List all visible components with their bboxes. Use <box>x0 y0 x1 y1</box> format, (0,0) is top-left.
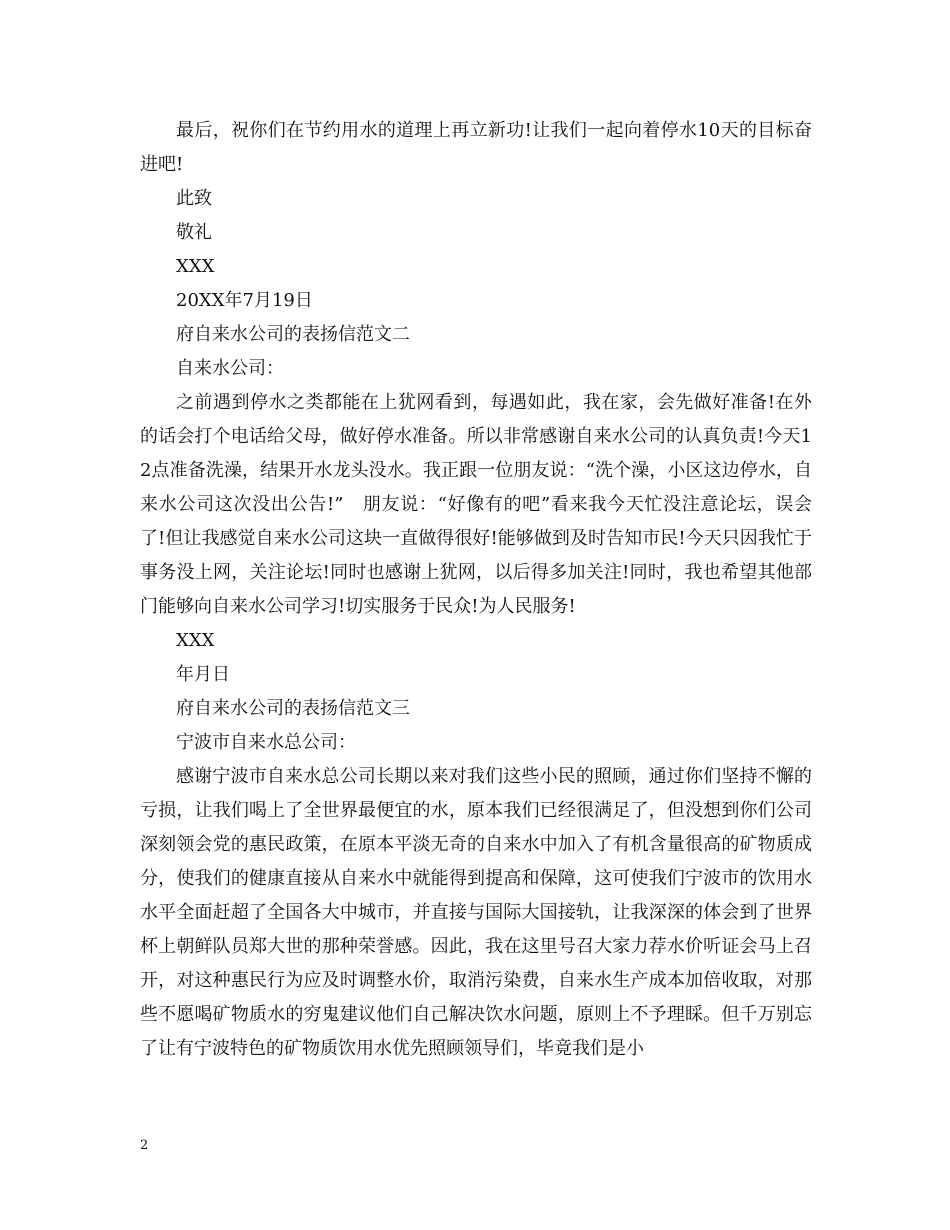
signature-date-two: 年月日 <box>176 664 230 685</box>
section-title-three: 府自来水公司的表扬信范文三 <box>176 698 410 719</box>
letter-body-two: 之前遇到停水之类都能在上犹网看到，每遇如此，我在家，会先做好准备!在外的话会打个电话给父母，做好停水准备。所以非常感谢自来水公司的认真负责!今天12点准备洗澡，结果开水龙头没水。我正跟一位朋友说：“洗个澡，小区这边停水，自来水公司这次没出公告!” 朋友说：“好像有的吧”看来我今天忙没注意论坛，误会了!但让我感觉自来水公司这块一直做得很好!能够做到及时告知市民!今天只因我忙于事务没上网，关注论坛!同时也感谢上犹网，以后得多加关注!同时，我也希望其他部门能够向自来水公司学习!切实服务于民众!为人民服务! <box>140 392 812 617</box>
letter-recipient-two: 自来水公司： <box>176 358 284 379</box>
signature-name: XXX <box>176 256 215 277</box>
signature-name-two: XXX <box>176 630 215 651</box>
letter-recipient-three: 宁波市自来水总公司： <box>176 732 356 753</box>
salutation-ci-zhi: 此致 <box>176 188 212 209</box>
section-title-two: 府自来水公司的表扬信范文二 <box>176 324 410 345</box>
signature-date: 20XX年7月19日 <box>176 290 313 311</box>
document-body <box>140 114 812 1066</box>
page-number: 2 <box>140 1138 149 1153</box>
salutation-jing-li: 敬礼 <box>176 222 212 243</box>
closing-wish-paragraph: 最后，祝你们在节约用水的道理上再立新功!让我们一起向着停水10天的目标奋进吧! <box>140 120 812 175</box>
letter-body-three: 感谢宁波市自来水总公司长期以来对我们这些小民的照顾，通过你们坚持不懈的亏损，让我们喝上了全世界最便宜的水，原本我们已经很满足了，但没想到你们公司深刻领会党的惠民政策，在原本平淡无奇的自来水中加入了有机含量很高的矿物质成分，使我们的健康直接从自来水中就能得到提高和保障，这可使我们宁波市的饮用水水平全面赶超了全国各大中城市，并直接与国际大国接轨，让我深深的体会到了世界杯上朝鲜队员郑大世的那种荣誉感。因此，我在这里号召大家力荐水价听证会马上召开，对这种惠民行为应及时调整水价，取消污染费，自来水生产成本加倍收取，对那些不愿喝矿物质水的穷鬼建议他们自己解决饮水问题，原则上不予理睬。但千万别忘了让有宁波特色的矿物质饮用水优先照顾领导们，毕竟我们是小 <box>140 766 812 1059</box>
